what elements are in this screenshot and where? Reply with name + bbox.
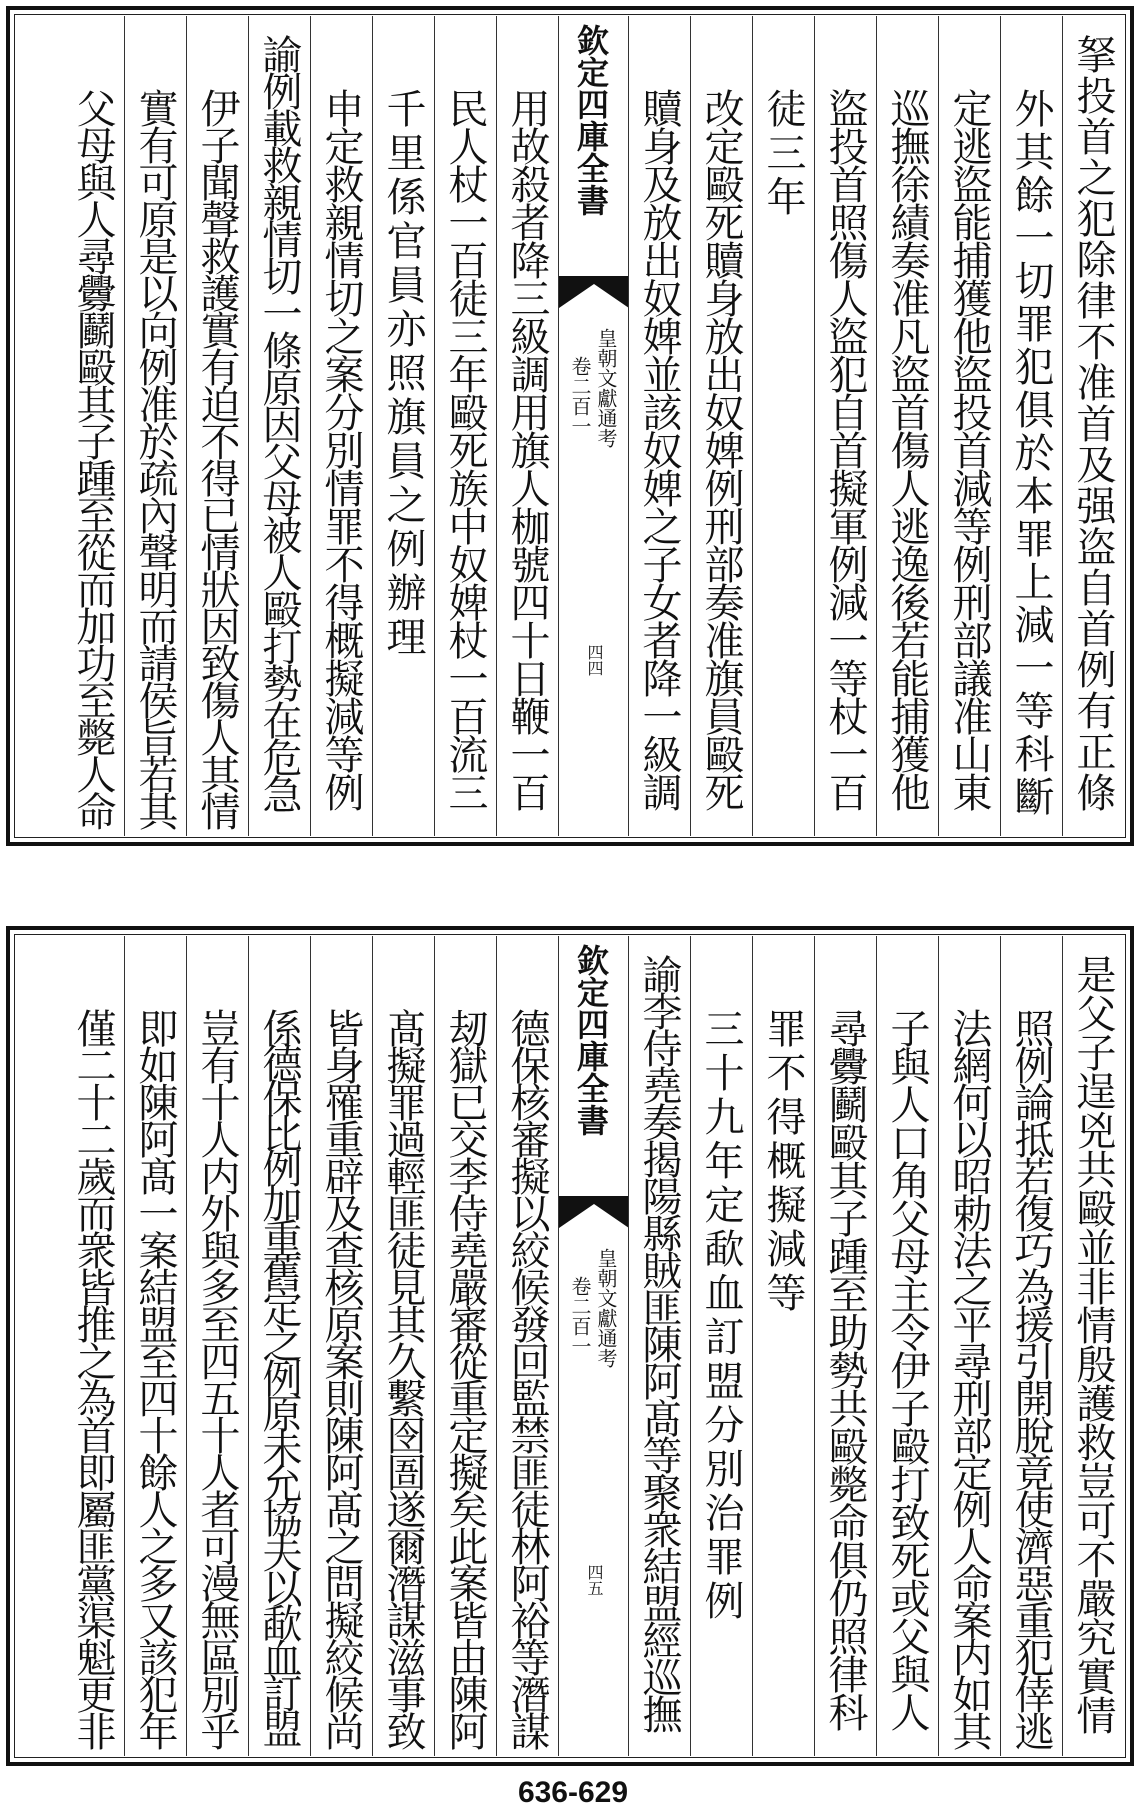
text-column: 僅二十二歲而衆皆推之為首即屬匪黨渠魁更非: [70, 1008, 116, 1748]
text-column: 申定救親情切之案分別情罪不得概擬減等例: [310, 16, 372, 836]
upper-page: [6, 6, 1134, 846]
text-column: 子與人口角父母主令伊子毆打致死或父與人: [876, 936, 938, 1756]
text-column: 徒三年: [752, 16, 814, 836]
text-column: 係德保比例加重舊定之例原未允協夫以歃血訂盟: [248, 936, 310, 1756]
text-column: 照例論抵若復巧為援引開脫竟使濟惡重犯倖逃: [1000, 936, 1062, 1756]
text-column: 刼獄已交李侍堯嚴審從重定擬矣此案皆由陳阿: [434, 936, 496, 1756]
page-number: 四四: [585, 644, 604, 676]
center-fold: [558, 16, 628, 836]
text-column: 伊子聞聲救護實有迫不得已情狀因致傷人其情: [186, 16, 248, 836]
text-column: 定逃盜能捕獲他盜投首減等例刑部議准山東: [938, 16, 1000, 836]
source-title: 皇朝文獻通考: [594, 328, 618, 448]
text-column: 千里係官員亦照旗員之例辦理: [372, 16, 434, 836]
upper-page-columns: [16, 16, 1124, 836]
text-column: 即如陳阿髙一案結盟至四十餘人之多又該犯年: [124, 936, 186, 1756]
text-column: 改定毆死贖身放出奴婢例刑部奏准旗員毆死: [690, 16, 752, 836]
volume-label: 卷二百一: [568, 356, 592, 436]
text-column: 諭例載救親情切一條原因父母被人毆打勢在危急: [248, 16, 310, 836]
text-column: 髙擬罪過輕匪徒見其久繫囹圄遂爾潛謀滋事致: [372, 936, 434, 1756]
fish-tail-mark-icon: [559, 1192, 628, 1232]
volume-label: 卷二百一: [568, 1276, 592, 1356]
text-column: 德保核審擬以絞候發回監禁匪徒林阿裕等潛謀: [496, 936, 558, 1756]
text-column: 巡撫徐績奏准凡盜首傷人逃逸後若能捕獲他: [876, 16, 938, 836]
text-column: 贖身及放出奴婢並該奴婢之子女者降一級調: [628, 16, 690, 836]
text-column: 外其餘一切罪犯俱於本罪上減一等科斷: [1000, 16, 1062, 836]
center-fold: [558, 936, 628, 1756]
text-column: 尋釁鬬毆其子踵至助勢共毆斃命俱仍照律科: [814, 936, 876, 1756]
text-column: 拏投首之犯除律不准首及强盗自首例有正條: [1062, 16, 1124, 836]
text-column: 是父子逞兇共毆並非情殷護救豈可不嚴究實情: [1062, 936, 1124, 1756]
text-column: 民人杖一百徒三年毆死族中奴婢杖一百流三: [434, 16, 496, 836]
text-column: 皆身罹重辟及查核原案則陳阿髙之問擬絞候尚: [310, 936, 372, 1756]
source-title: 皇朝文獻通考: [594, 1248, 618, 1368]
text-column: 三十九年定歃血訂盟分別治罪例: [690, 936, 752, 1756]
text-column: 諭李侍堯奏揭陽縣賊匪陳阿髙等聚衆結盟經巡撫: [628, 936, 690, 1756]
lower-page-columns: [16, 936, 1124, 1756]
text-column: 實有可原是以向例准於疏內聲明而請侯旨若其: [124, 16, 186, 836]
text-column: 用故殺者降三級調用旗人枷號四十日鞭一百: [496, 16, 558, 836]
book-title: 欽定四庫全書: [572, 24, 610, 216]
page-number: 四五: [585, 1564, 604, 1596]
text-column: 豈有十人内外與多至四五十人者可漫無區別乎: [186, 936, 248, 1756]
lower-page: [6, 926, 1134, 1766]
page-footer-number: 636-629: [517, 1776, 629, 1809]
text-column: 父母與人尋釁鬬毆其子踵至從而加功至斃人命: [70, 88, 116, 828]
text-column: 罪不得概擬減等: [752, 936, 814, 1756]
text-column: 盜投首照傷人盜犯自首擬軍例減一等杖一百: [814, 16, 876, 836]
text-column: 法網何以昭勅法之平尋刑部定例人命案内如其: [938, 936, 1000, 1756]
book-title: 欽定四庫全書: [572, 944, 610, 1136]
fish-tail-mark-icon: [559, 272, 628, 312]
